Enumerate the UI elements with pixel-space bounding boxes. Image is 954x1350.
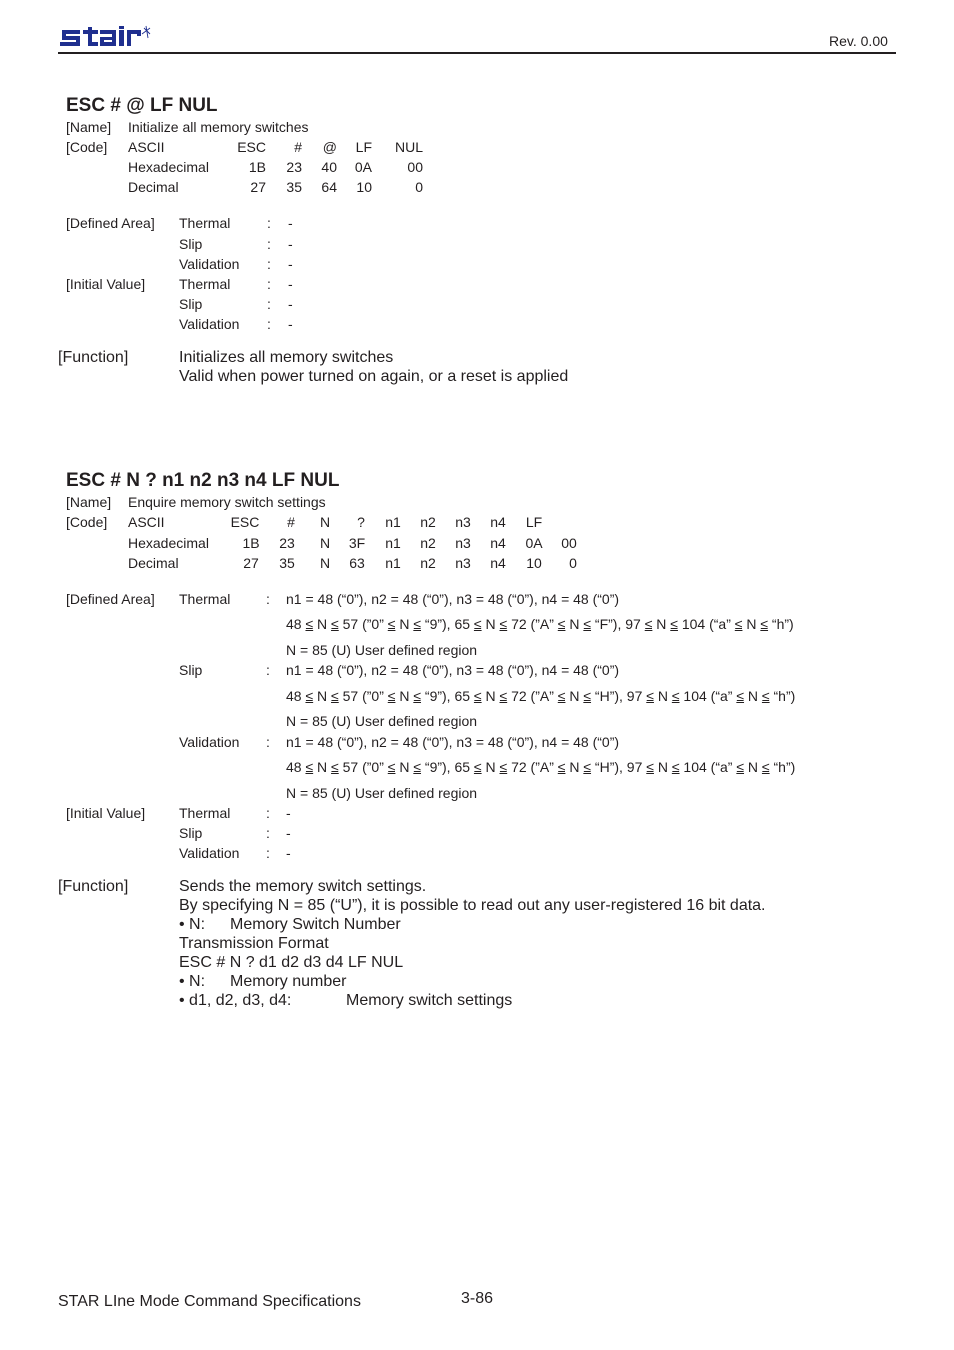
leq-symbol: ≤ xyxy=(671,688,680,704)
user-defined-region: N = 85 (U) User defined region xyxy=(286,785,478,801)
leq-symbol: ≤ xyxy=(583,759,592,775)
leq-symbol: ≤ xyxy=(413,616,422,632)
code-cell: n4 xyxy=(490,535,506,551)
code-cell: n1 xyxy=(385,555,401,571)
initial-value-label: [Initial Value] xyxy=(66,805,146,821)
code-cell: 35 xyxy=(286,179,302,195)
name-label: [Name] xyxy=(66,494,112,510)
printer-validation: Validation xyxy=(179,734,240,750)
leq-symbol: ≤ xyxy=(646,688,654,704)
code-cell: n4 xyxy=(490,514,506,530)
range-text: 57 (”0” xyxy=(338,688,388,704)
printer-thermal: Thermal xyxy=(179,591,231,607)
range-text: N xyxy=(481,688,500,704)
leq-symbol: ≤ xyxy=(671,759,680,775)
range-text: N xyxy=(481,616,500,632)
name-label: [Name] xyxy=(66,119,112,135)
range-text: 104 (“a” xyxy=(677,616,735,632)
command-title: ESC # N ? n1 n2 n3 n4 LF NUL xyxy=(66,470,340,491)
code-cell: 27 xyxy=(250,179,266,195)
user-defined-region: N = 85 (U) User defined region xyxy=(286,713,478,729)
leq-symbol: ≤ xyxy=(557,688,566,704)
n-range xyxy=(286,759,795,775)
code-cell: n2 xyxy=(420,514,436,530)
code-cell: 40 xyxy=(321,159,337,175)
range-text: 57 (”0” xyxy=(338,616,388,632)
bullet-text: Memory switch settings xyxy=(346,992,513,1009)
range-text: “9”), 65 xyxy=(421,688,474,704)
range-text: N xyxy=(742,616,761,632)
leq-symbol: ≤ xyxy=(760,616,769,632)
value-dash: - xyxy=(286,845,291,861)
colon: : xyxy=(267,276,271,292)
code-cell: 1B xyxy=(248,159,266,175)
star-logo xyxy=(58,24,158,50)
code-cell: 0 xyxy=(415,179,423,195)
colon: : xyxy=(267,215,271,231)
leq-symbol: ≤ xyxy=(305,616,314,632)
value-dash: - xyxy=(288,316,293,332)
bullet-label: • N: xyxy=(179,916,206,933)
code-cell: 0A xyxy=(354,159,372,175)
range-text: “9”), 65 xyxy=(421,616,474,632)
range-text: 48 xyxy=(286,688,306,704)
code-cell: 00 xyxy=(407,159,423,175)
code-cell: 23 xyxy=(286,159,302,175)
code-cell: 64 xyxy=(321,179,337,195)
code-cell: LF xyxy=(355,139,372,155)
leq-symbol: ≤ xyxy=(413,759,422,775)
code-cell: n2 xyxy=(420,535,436,551)
leq-symbol: ≤ xyxy=(670,616,678,632)
code-cell: LF xyxy=(525,514,543,530)
range-text: “H”), 97 xyxy=(591,688,647,704)
range-text: N xyxy=(313,616,332,632)
range-text: 104 (“a” xyxy=(679,759,737,775)
colon: : xyxy=(266,805,270,821)
code-cell: 0 xyxy=(569,555,577,571)
range-text: N xyxy=(395,616,414,632)
leq-symbol: ≤ xyxy=(387,688,396,704)
value-dash: - xyxy=(286,825,291,841)
range-text: N xyxy=(652,616,671,632)
colon: : xyxy=(266,734,270,750)
code-cell: # xyxy=(294,139,302,155)
n-range xyxy=(286,688,795,704)
code-cell: 10 xyxy=(526,555,542,571)
function-text: Sends the memory switch settings. xyxy=(179,878,427,895)
leq-symbol: ≤ xyxy=(331,688,339,704)
code-cell: ESC xyxy=(230,514,260,530)
range-text: N xyxy=(481,759,500,775)
range-text: N xyxy=(565,759,584,775)
function-text: ESC # N ? d1 d2 d3 d4 LF NUL xyxy=(179,954,404,971)
range-text: N xyxy=(565,688,584,704)
function-label: [Function] xyxy=(58,349,129,366)
code-cell: n2 xyxy=(420,555,436,571)
footer-spec-title: STAR LIne Mode Command Specifications xyxy=(58,1293,361,1310)
leq-symbol: ≤ xyxy=(499,616,508,632)
range-text: N xyxy=(653,759,672,775)
leq-symbol: ≤ xyxy=(499,688,508,704)
range-text: “h”) xyxy=(769,688,796,704)
revision-label: Rev. 0.00 xyxy=(829,33,888,49)
code-cell: N xyxy=(319,535,331,551)
ascii-label: ASCII xyxy=(128,514,165,530)
function-label: [Function] xyxy=(58,878,129,895)
value-dash: - xyxy=(288,296,293,312)
range-text: “F”), 97 xyxy=(591,616,645,632)
range-text: N xyxy=(313,759,332,775)
leq-symbol: ≤ xyxy=(644,616,653,632)
value-dash: - xyxy=(288,236,293,252)
code-cell: n1 xyxy=(385,514,401,530)
leq-symbol: ≤ xyxy=(413,688,422,704)
leq-symbol: ≤ xyxy=(305,688,314,704)
leq-symbol: ≤ xyxy=(387,616,396,632)
range-text: 104 (“a” xyxy=(679,688,737,704)
range-text: “h”) xyxy=(769,759,796,775)
leq-symbol: ≤ xyxy=(331,759,339,775)
function-text: Valid when power turned on again, or a reset is applied xyxy=(179,368,569,385)
leq-symbol: ≤ xyxy=(761,688,770,704)
header-rule xyxy=(58,52,896,54)
defined-area-label: [Defined Area] xyxy=(66,215,155,231)
user-defined-region: N = 85 (U) User defined region xyxy=(286,642,478,658)
printer-validation: Validation xyxy=(179,316,240,332)
range-text: N xyxy=(744,759,762,775)
code-cell: 35 xyxy=(279,555,295,571)
colon: : xyxy=(267,316,271,332)
range-text: 48 xyxy=(286,759,306,775)
range-text: N xyxy=(395,688,414,704)
code-cell: n3 xyxy=(455,535,471,551)
leq-symbol: ≤ xyxy=(387,759,396,775)
code-cell: N xyxy=(319,514,331,530)
code-cell: n3 xyxy=(455,514,471,530)
range-text: 72 (”A” xyxy=(507,759,558,775)
code-label: [Code] xyxy=(66,139,108,155)
code-cell: 3F xyxy=(348,535,366,551)
leq-symbol: ≤ xyxy=(557,616,566,632)
leq-symbol: ≤ xyxy=(473,616,482,632)
range-text: 72 (”A” xyxy=(507,616,558,632)
bullet-text: Memory Switch Number xyxy=(230,916,401,933)
leq-symbol: ≤ xyxy=(557,759,566,775)
leq-symbol: ≤ xyxy=(583,616,592,632)
printer-thermal: Thermal xyxy=(179,215,231,231)
code-cell: ? xyxy=(357,514,365,530)
code-cell: 0A xyxy=(525,535,543,551)
code-cell: N xyxy=(319,555,331,571)
code-cell: 27 xyxy=(243,555,259,571)
printer-validation: Validation xyxy=(179,845,240,861)
colon: : xyxy=(267,296,271,312)
bullet-label: • d1, d2, d3, d4: xyxy=(179,992,292,1009)
range-text: N xyxy=(744,688,762,704)
range-text: N xyxy=(565,616,584,632)
code-cell: @ xyxy=(322,139,337,155)
command-name: Initialize all memory switches xyxy=(128,119,309,135)
code-cell: n3 xyxy=(455,555,471,571)
printer-slip: Slip xyxy=(179,236,203,252)
colon: : xyxy=(266,825,270,841)
leq-symbol: ≤ xyxy=(736,688,745,704)
printer-thermal: Thermal xyxy=(179,805,231,821)
colon: : xyxy=(266,845,270,861)
n-range xyxy=(286,616,794,632)
defined-area-label: [Defined Area] xyxy=(66,591,155,607)
range-text: “h”) xyxy=(768,616,794,632)
printer-slip: Slip xyxy=(179,296,203,312)
code-label: [Code] xyxy=(66,514,108,530)
function-text: Transmission Format xyxy=(179,935,329,952)
range-text: 72 (”A” xyxy=(507,688,558,704)
leq-symbol: ≤ xyxy=(761,759,770,775)
range-text: 57 (”0” xyxy=(338,759,388,775)
code-cell: ESC xyxy=(237,139,266,155)
n-values: n1 = 48 (“0”), n2 = 48 (“0”), n3 = 48 (“0”), n4 = 48 (“0”) xyxy=(286,591,620,607)
leq-symbol: ≤ xyxy=(473,688,482,704)
dec-label: Decimal xyxy=(128,555,179,571)
range-text: N xyxy=(395,759,414,775)
printer-slip: Slip xyxy=(179,825,203,841)
command-title: ESC # @ LF NUL xyxy=(66,95,218,116)
printer-slip: Slip xyxy=(179,662,203,678)
code-cell: 63 xyxy=(349,555,365,571)
code-cell: 10 xyxy=(356,179,372,195)
hex-label: Hexadecimal xyxy=(128,535,209,551)
function-text: By specifying N = 85 (“U”), it is possible to read out any user-registered 16 bit data. xyxy=(179,897,766,914)
printer-validation: Validation xyxy=(179,256,240,272)
code-cell: # xyxy=(287,514,295,530)
value-dash: - xyxy=(288,215,293,231)
colon: : xyxy=(266,662,270,678)
function-text: Initializes all memory switches xyxy=(179,349,394,366)
code-cell: 00 xyxy=(561,535,577,551)
bullet-label: • N: xyxy=(179,973,206,990)
code-cell: 1B xyxy=(242,535,260,551)
code-cell: NUL xyxy=(394,139,423,155)
leq-symbol: ≤ xyxy=(499,759,508,775)
n-values: n1 = 48 (“0”), n2 = 48 (“0”), n3 = 48 (“0”), n4 = 48 (“0”) xyxy=(286,662,620,678)
leq-symbol: ≤ xyxy=(734,616,743,632)
command-name: Enquire memory switch settings xyxy=(128,494,326,510)
range-text: N xyxy=(313,688,332,704)
leq-symbol: ≤ xyxy=(736,759,745,775)
leq-symbol: ≤ xyxy=(646,759,654,775)
range-text: 48 xyxy=(286,616,306,632)
colon: : xyxy=(267,256,271,272)
code-cell: n4 xyxy=(490,555,506,571)
value-dash: - xyxy=(288,256,293,272)
leq-symbol: ≤ xyxy=(305,759,314,775)
bullet-text: Memory number xyxy=(230,973,347,990)
code-cell: 23 xyxy=(279,535,295,551)
range-text: N xyxy=(653,688,672,704)
dec-label: Decimal xyxy=(128,179,179,195)
leq-symbol: ≤ xyxy=(331,616,339,632)
range-text: “H”), 97 xyxy=(591,759,647,775)
n-values: n1 = 48 (“0”), n2 = 48 (“0”), n3 = 48 (“0”), n4 = 48 (“0”) xyxy=(286,734,620,750)
value-dash: - xyxy=(286,805,291,821)
ascii-label: ASCII xyxy=(128,139,165,155)
colon: : xyxy=(267,236,271,252)
value-dash: - xyxy=(288,276,293,292)
leq-symbol: ≤ xyxy=(583,688,592,704)
hex-label: Hexadecimal xyxy=(128,159,209,175)
initial-value-label: [Initial Value] xyxy=(66,276,146,292)
code-cell: n1 xyxy=(385,535,401,551)
range-text: “9”), 65 xyxy=(421,759,474,775)
page-number: 3-86 xyxy=(461,1290,494,1307)
leq-symbol: ≤ xyxy=(473,759,482,775)
printer-thermal: Thermal xyxy=(179,276,231,292)
colon: : xyxy=(266,591,270,607)
